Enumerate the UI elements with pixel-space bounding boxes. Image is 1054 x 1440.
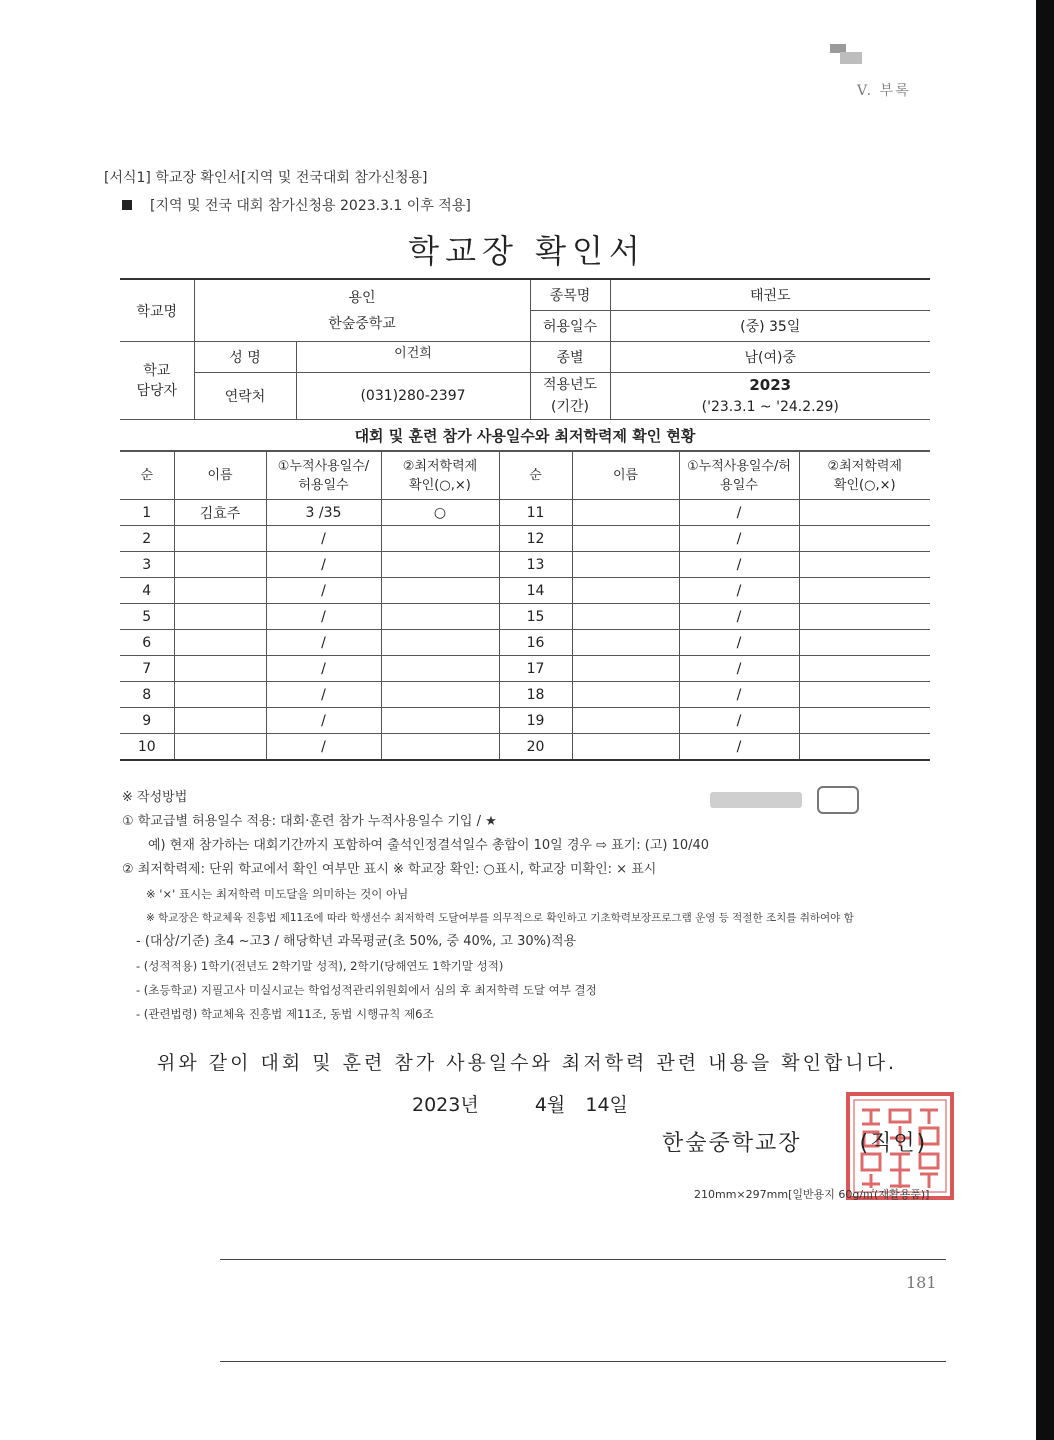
row-number: 7 <box>120 656 174 682</box>
min-academic-check <box>799 708 930 734</box>
contact-person-label: 학교 담당자 <box>120 342 194 420</box>
principal-signature <box>662 1126 927 1157</box>
stamp-box-icon <box>817 786 859 814</box>
table-row <box>120 500 930 526</box>
note-1-example: 예) 현재 참가하는 대회기간까지 포함하여 출석인정결석일수 총합이 10일 경우 ⇨ 표기: (고) 10/40 <box>148 838 710 853</box>
table-row <box>120 578 930 604</box>
form-label: [서식1] 학교장 확인서[지역 및 전국대회 참가신청용] <box>104 170 428 186</box>
note-2-a: ※ '×' 표시는 최저학력 미도달을 의미하는 것이 아님 <box>146 887 409 901</box>
row-number: 4 <box>120 578 174 604</box>
issue-date <box>412 1090 628 1117</box>
page-title: 학교장 확인서 <box>408 232 646 270</box>
used-days: / <box>266 578 381 604</box>
min-academic-check <box>381 604 499 630</box>
used-days: / <box>679 552 799 578</box>
header-check <box>381 452 499 500</box>
student-name <box>572 682 679 708</box>
school-label: 학교명 <box>120 279 194 342</box>
header-name: 이름 <box>174 452 266 500</box>
used-days: / <box>266 734 381 761</box>
table-row <box>120 682 930 708</box>
used-days: / <box>266 526 381 552</box>
row-number: 12 <box>499 526 572 552</box>
row-number: 15 <box>499 604 572 630</box>
min-academic-check <box>381 578 499 604</box>
used-days: / <box>679 604 799 630</box>
student-name <box>174 578 266 604</box>
roster-table <box>120 451 930 761</box>
student-name: 김효주 <box>174 500 266 526</box>
used-days: / <box>266 630 381 656</box>
row-number: 19 <box>499 708 572 734</box>
table-row <box>120 630 930 656</box>
paper-spec: 210mm×297mm[일반용지 60g/㎡(재활용품)] <box>694 1188 930 1201</box>
detail-2: - (성적적용) 1학기(전년도 2학기말 성적), 2학기(당해연도 1학기말 성적) <box>136 959 504 973</box>
used-days: / <box>266 552 381 578</box>
header-days <box>266 452 381 500</box>
date-day: 14일 <box>585 1094 628 1116</box>
year-value: 2023 <box>749 376 792 394</box>
student-name <box>572 552 679 578</box>
year-label <box>530 373 610 420</box>
student-name <box>572 500 679 526</box>
row-number: 9 <box>120 708 174 734</box>
detail-4: - (관련법령) 학교체육 진흥법 제11조, 동법 시행규칙 제6조 <box>136 1007 434 1021</box>
notes-heading: ※ 작성방법 <box>122 790 188 805</box>
phone-value: (031)280-2397 <box>296 373 530 420</box>
used-days: / <box>679 682 799 708</box>
school-name-line1: 용인 <box>348 289 376 306</box>
header-days-line2: 허용일수 <box>298 477 349 493</box>
min-academic-check <box>381 682 499 708</box>
year-label-2: (기간) <box>551 399 589 415</box>
row-number: 3 <box>120 552 174 578</box>
min-academic-check <box>381 552 499 578</box>
row-number: 18 <box>499 682 572 708</box>
row-number: 1 <box>120 500 174 526</box>
student-name <box>174 552 266 578</box>
used-days: / <box>679 578 799 604</box>
header-check-right-line2: 확인(○,×) <box>833 477 896 493</box>
corner-mark-icon <box>830 44 864 66</box>
used-days: 3 /35 <box>266 500 381 526</box>
row-number: 10 <box>120 734 174 761</box>
header-no-right: 순 <box>499 452 572 500</box>
used-days: / <box>679 500 799 526</box>
watermark-logo <box>710 792 802 808</box>
allowed-days-label: 허용일수 <box>530 311 610 342</box>
roster-caption: 대회 및 훈련 참가 사용일수와 최저학력제 확인 현황 <box>120 422 930 451</box>
min-academic-check <box>799 578 930 604</box>
row-number: 5 <box>120 604 174 630</box>
student-name <box>572 604 679 630</box>
used-days: / <box>266 708 381 734</box>
row-number: 17 <box>499 656 572 682</box>
date-month: 4월 <box>534 1094 566 1116</box>
category-label: 종별 <box>530 342 610 373</box>
used-days: / <box>266 656 381 682</box>
note-1: ① 학교급별 허용일수 적용: 대회·훈련 참가 누적사용일수 기입 / ★ <box>122 814 497 829</box>
header-check-line2: 확인(○,×) <box>409 477 471 493</box>
name-value: 이건희 <box>296 342 530 373</box>
used-days: / <box>266 682 381 708</box>
student-name <box>174 526 266 552</box>
used-days: / <box>679 708 799 734</box>
year-label-1: 적용년도 <box>542 377 598 393</box>
row-number: 16 <box>499 630 572 656</box>
table-row <box>120 552 930 578</box>
row-number: 13 <box>499 552 572 578</box>
table-row <box>120 526 930 552</box>
school-info-table <box>120 278 930 420</box>
student-name <box>174 604 266 630</box>
row-number: 8 <box>120 682 174 708</box>
header-days-line1: ①누적사용일수/ <box>277 458 370 474</box>
screen-edge-bar <box>1036 0 1054 1440</box>
student-name <box>174 708 266 734</box>
row-number: 6 <box>120 630 174 656</box>
date-year: 2023년 <box>412 1094 479 1116</box>
category-value: 남(여)중 <box>610 342 930 373</box>
min-academic-check <box>381 708 499 734</box>
detail-3: - (초등학교) 지필고사 미실시교는 학업성적관리위원회에서 심의 후 최저학력 도달 여부 결정 <box>136 983 597 997</box>
square-bullet-icon <box>122 200 132 210</box>
row-number: 14 <box>499 578 572 604</box>
used-days: / <box>679 630 799 656</box>
header-name-right: 이름 <box>572 452 679 500</box>
page-number: 181 <box>906 1273 937 1292</box>
student-name <box>572 656 679 682</box>
note-2: ② 최저학력제: 단위 학교에서 확인 여부만 표시 ※ 학교장 확인: ○표시, 학교장 미확인: × 표시 <box>122 862 657 877</box>
phone-label: 연락처 <box>194 373 296 420</box>
min-academic-check <box>799 604 930 630</box>
header-check-right-line1: ②최저학력제 <box>827 458 902 474</box>
used-days: / <box>679 734 799 761</box>
table-row <box>120 708 930 734</box>
min-academic-check <box>799 734 930 761</box>
student-name <box>174 734 266 761</box>
student-name <box>572 578 679 604</box>
seal-label: (직인) <box>859 1131 928 1156</box>
student-name <box>174 630 266 656</box>
min-academic-check <box>799 682 930 708</box>
row-number: 11 <box>499 500 572 526</box>
confirmation-statement: 위와 같이 대회 및 훈련 참가 사용일수와 최저학력 관련 내용을 확인합니다. <box>156 1052 898 1074</box>
period-value: ('23.3.1 ~ '24.2.29) <box>701 399 839 415</box>
sport-value: 태권도 <box>610 279 930 311</box>
min-academic-check <box>381 656 499 682</box>
min-academic-check: ○ <box>381 500 499 526</box>
sport-label: 종목명 <box>530 279 610 311</box>
row-number: 20 <box>499 734 572 761</box>
min-academic-check <box>799 630 930 656</box>
header-check-line1: ②최저학력제 <box>402 458 478 474</box>
min-academic-check <box>799 552 930 578</box>
header-days-right-line2: 용일수 <box>720 477 758 493</box>
notes-section <box>122 786 854 1026</box>
table-row <box>120 604 930 630</box>
student-name <box>174 682 266 708</box>
student-name <box>572 708 679 734</box>
student-name <box>572 526 679 552</box>
min-academic-check <box>381 734 499 761</box>
min-academic-check <box>381 630 499 656</box>
subtitle <box>122 195 471 215</box>
year-value-cell <box>610 373 930 420</box>
student-name <box>572 734 679 761</box>
used-days: / <box>679 526 799 552</box>
detail-1: - (대상/기준) 초4 ~고3 / 해당학년 과목평균(초 50%, 중 40%, 고 30%)적용 <box>136 934 577 949</box>
divider-line <box>220 1361 946 1362</box>
principal-name: 한숲중학교장 <box>662 1131 802 1156</box>
header-days-right <box>679 452 799 500</box>
name-label: 성 명 <box>194 342 296 373</box>
section-header: V. 부록 <box>857 83 911 99</box>
used-days: / <box>266 604 381 630</box>
min-academic-check <box>381 526 499 552</box>
allowed-days-value: (중) 35일 <box>610 311 930 342</box>
header-check-right <box>799 452 930 500</box>
school-name-line2: 한숲중학교 <box>328 315 396 332</box>
note-2-b: ※ 학교장은 학교체육 진흥법 제11조에 따라 학생선수 최저학력 도달여부를 의무적으로 확인하고 기초학력보장프로그램 운영 등 적절한 조치를 취하여야 함 <box>146 912 854 924</box>
row-number: 2 <box>120 526 174 552</box>
school-name <box>194 279 530 342</box>
subtitle-text: [지역 및 전국 대회 참가신청용 2023.3.1 이후 적용] <box>150 198 471 214</box>
student-name <box>174 656 266 682</box>
student-name <box>572 630 679 656</box>
header-no: 순 <box>120 452 174 500</box>
table-row <box>120 734 930 761</box>
divider-line <box>220 1259 946 1260</box>
used-days: / <box>679 656 799 682</box>
min-academic-check <box>799 656 930 682</box>
min-academic-check <box>799 500 930 526</box>
table-row <box>120 656 930 682</box>
min-academic-check <box>799 526 930 552</box>
header-days-right-line1: ①누적사용일수/허 <box>687 458 791 474</box>
roster-header-row <box>120 452 930 500</box>
